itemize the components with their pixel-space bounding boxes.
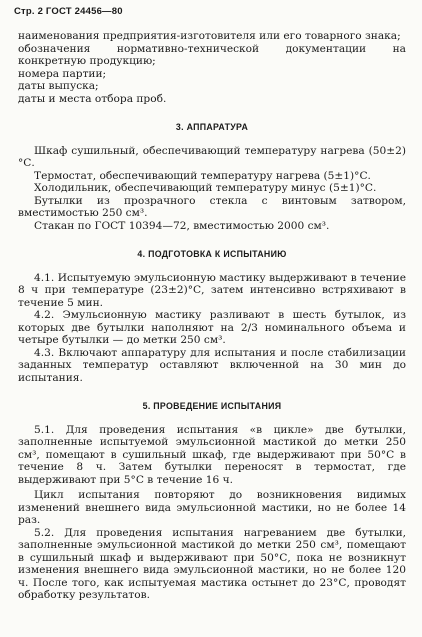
intro-line: обозначения нормативно-технической документации на конкретную продукцию; [18, 42, 406, 67]
section-paragraph: 5.2. Для проведения испытания нагреванием две бутылки, заполненные эмульсионной мастикой до метки 250 см³, помещают в сушильный шкаф и выдерживают при 50°С, пока не возникнут изменения внешнего вида эмульсионной мастики, но не более 120 ч. После того, как испытуемая мастика остынет до 23°С, проводят обработку результатов. [18, 526, 406, 601]
intro-line: даты и места отбора проб. [18, 92, 167, 105]
section-paragraph: Холодильник, обеспечивающий температуру минус (5±1)°С. [34, 182, 377, 194]
section-paragraph: Стакан по ГОСТ 10394—72, вместимостью 2000 см³. [34, 219, 330, 232]
section-paragraph: Шкаф сушильный, обеспечивающий температуру нагрева (50±2)°С. [18, 144, 406, 169]
intro-line: номера партии; [18, 67, 107, 80]
section-paragraph: 4.1. Испытуемую эмульсионную мастику выдерживают в течение 8 ч при температуре (23±2)°С, затем интенсивно встряхивают в течение 5 мин. [18, 271, 406, 309]
section-title-apparatus: 3. АППАРАТУРА [175, 122, 249, 132]
intro-line: наименования предприятия-изготовителя или его товарного знака; [18, 30, 401, 42]
document-body [18, 30, 406, 602]
section-paragraph: Цикл испытания повторяют до возникновения видимых изменений внешнего вида эмульсионной мастики, но не более 14 раз. [18, 489, 406, 526]
page-header: Стр. 2 ГОСТ 24456—80 [14, 6, 123, 17]
intro-line: даты выпуска; [18, 80, 99, 92]
section-title-testing: 5. ПРОВЕДЕНИЕ ИСПЫТАНИЯ [142, 401, 282, 411]
section-paragraph: Бутылки из прозрачного стекла с винтовым затвором, вместимостью 250 см³. [18, 194, 406, 219]
section-title-preparation: 4. ПОДГОТОВКА К ИСПЫТАНИЮ [137, 249, 287, 259]
section-paragraph: Термостат, обеспечивающий температуру нагрева (5±1)°С. [34, 169, 371, 182]
section-paragraph: 5.1. Для проведения испытания «в цикле» две бутылки, заполненные испытуемой эмульсионной мастикой до метки 250 см³, помещают в сушильный шкаф, где выдерживают при 50°С в течение 8 ч. Затем бутылки переносят в термостат, где выдерживают при 5°С в течение 16 ч. [18, 423, 406, 486]
section-paragraph: 4.2. Эмульсионную мастику разливают в шесть бутылок, из которых две бутылки наполняют на 2/3 номинального объема и четыре бутылки — до метки 250 см³. [18, 309, 406, 346]
section-paragraph: 4.3. Включают аппаратуру для испытания и после стабилизации заданных температур оставляют включенной на 30 мин до испытания. [18, 346, 406, 384]
